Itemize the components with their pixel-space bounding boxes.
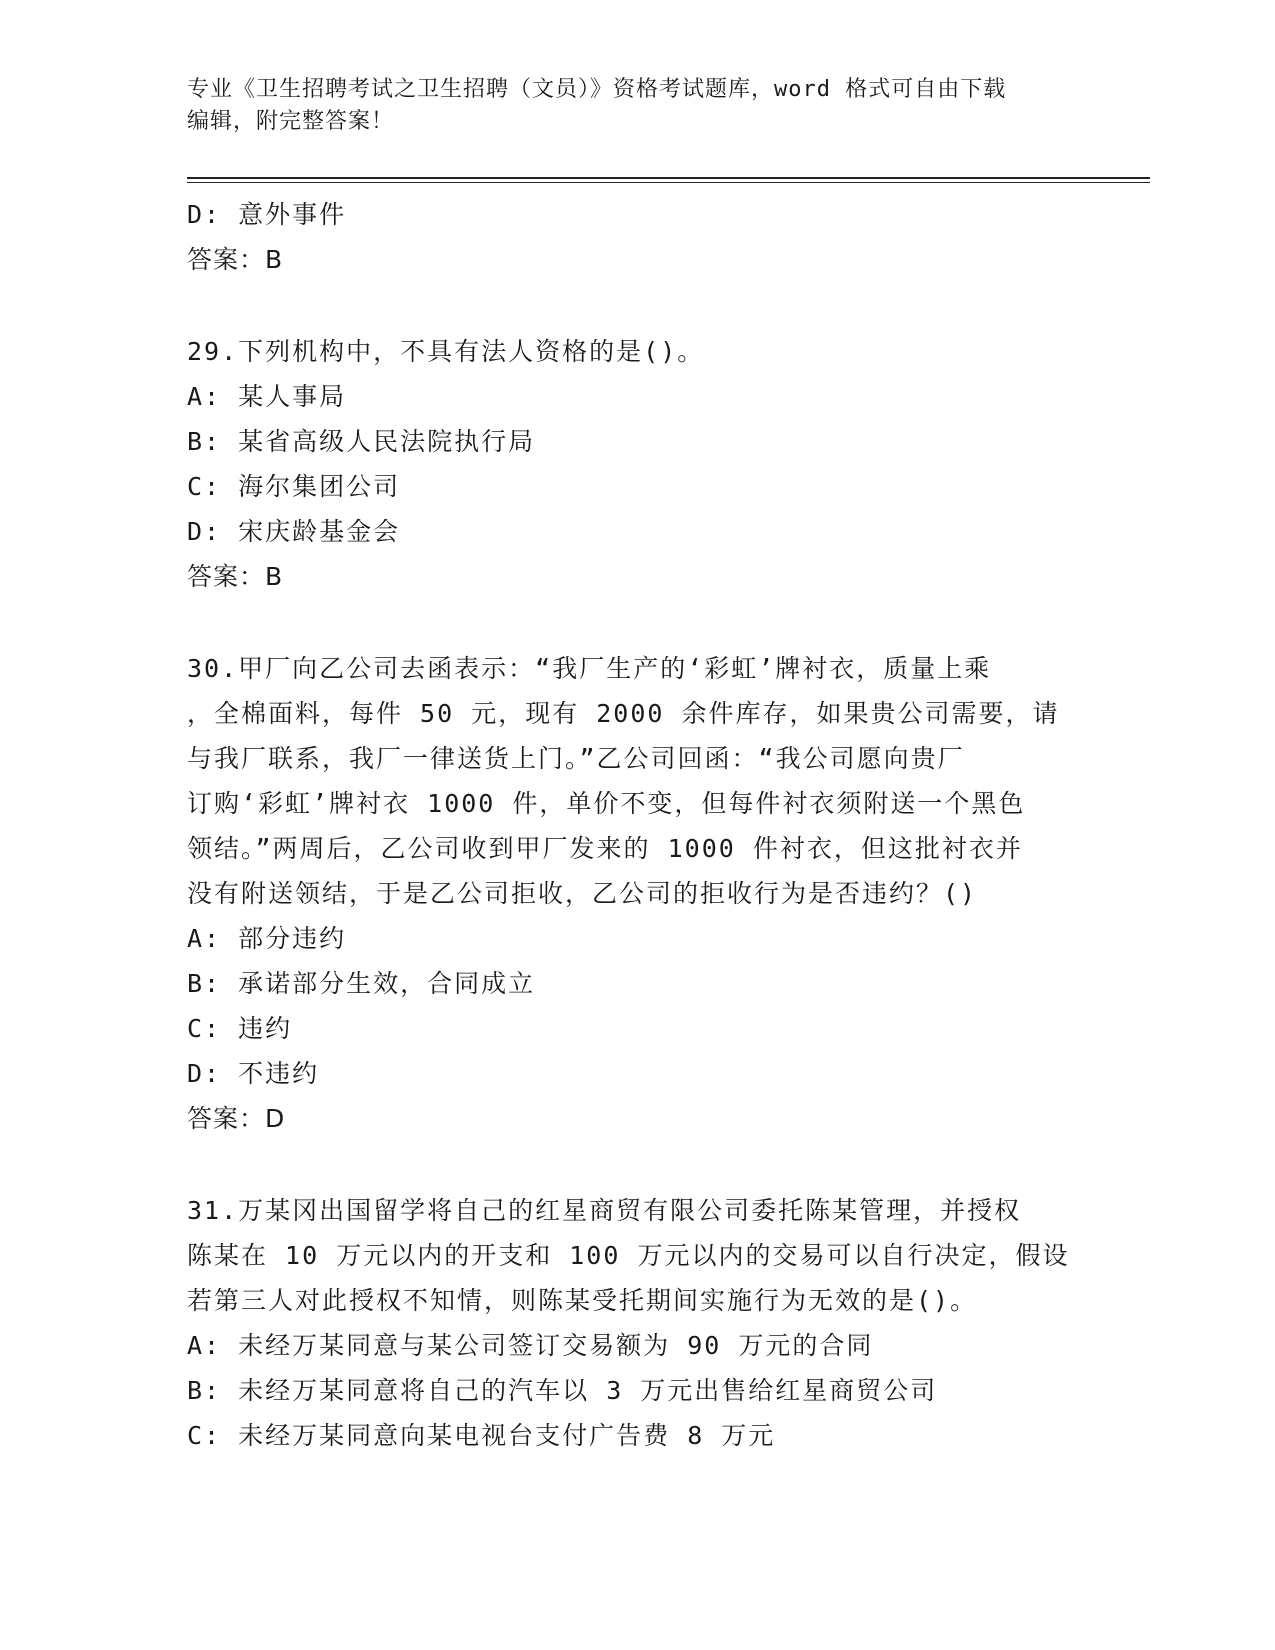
question-text-line: 订购‘彩虹’牌衬衣 1000 件，单价不变，但每件衬衣须附送一个黑色 xyxy=(187,789,1026,818)
option-a: A: 某人事局 xyxy=(187,382,347,411)
header-rule-thick xyxy=(187,177,1150,179)
question-text-line: 与我厂联系，我厂一律送货上门。”乙公司回函：“我公司愿向贵厂 xyxy=(187,744,965,773)
option-a: A: 未经万某同意与某公司签订交易额为 90 万元的合同 xyxy=(187,1331,874,1360)
header-line-2: 编辑，附完整答案！ xyxy=(187,109,395,134)
question-30 xyxy=(187,646,1087,1141)
answer: 答案：B xyxy=(187,562,284,591)
option-b: B: 未经万某同意将自己的汽车以 3 万元出售给红星商贸公司 xyxy=(187,1376,938,1405)
q28-option-d: D: 意外事件 xyxy=(187,200,347,229)
option-c: C: 违约 xyxy=(187,1014,293,1043)
spacer xyxy=(187,282,1087,329)
option-a: A: 部分违约 xyxy=(187,924,347,953)
answer: 答案：D xyxy=(187,1104,286,1133)
question-text-line: 领结。”两周后，乙公司收到甲厂发来的 1000 件衬衣，但这批衬衣并 xyxy=(187,834,1023,863)
question-text-line: ，全棉面料，每件 50 元，现有 2000 余件库存，如果贵公司需要，请 xyxy=(187,699,1060,728)
option-b: B: 某省高级人民法院执行局 xyxy=(187,427,536,456)
option-d: D: 宋庆龄基金会 xyxy=(187,517,401,546)
option-c: C: 未经万某同意向某电视台支付广告费 8 万元 xyxy=(187,1421,776,1450)
q28-answer: 答案：B xyxy=(187,245,284,274)
option-b: B: 承诺部分生效，合同成立 xyxy=(187,969,536,998)
question-content xyxy=(187,192,1087,1458)
header-line-1: 专业《卫生招聘考试之卫生招聘（文员）》资格考试题库，word 格式可自由下载 xyxy=(187,77,1007,102)
question-text-line: 没有附送领结，于是乙公司拒收，乙公司的拒收行为是否违约？() xyxy=(187,879,978,908)
question-31 xyxy=(187,1188,1087,1458)
question-text-line: 31.万某冈出国留学将自己的红星商贸有限公司委托陈某管理，并授权 xyxy=(187,1196,1022,1225)
document-header xyxy=(187,74,1087,138)
question-text-line: 若第三人对此授权不知情，则陈某受托期间实施行为无效的是()。 xyxy=(187,1286,978,1315)
question-text-line: 30.甲厂向乙公司去函表示：“我厂生产的‘彩虹’牌衬衣，质量上乘 xyxy=(187,654,992,683)
option-d: D: 不违约 xyxy=(187,1059,320,1088)
option-c: C: 海尔集团公司 xyxy=(187,472,401,501)
question-text-line: 陈某在 10 万元以内的开支和 100 万元以内的交易可以自行决定，假设 xyxy=(187,1241,1070,1270)
question-29 xyxy=(187,329,1087,599)
question-text: 29.下列机构中，不具有法人资格的是()。 xyxy=(187,337,705,366)
header-rule-thin xyxy=(187,182,1150,183)
spacer xyxy=(187,599,1087,646)
spacer xyxy=(187,1141,1087,1188)
